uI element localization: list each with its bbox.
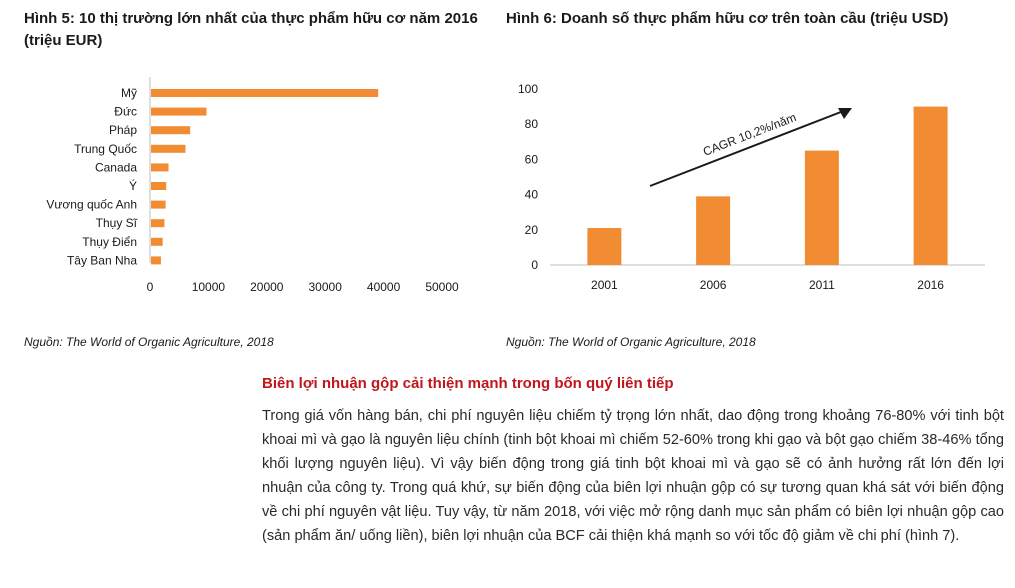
category-label: Thụy Sĩ — [95, 216, 137, 231]
category-label: Tây Ban Nha — [66, 253, 137, 268]
bar — [151, 108, 206, 116]
figure-5-bar-chart — [0, 70, 500, 300]
bar — [696, 196, 730, 265]
x-tick-label: 10000 — [191, 280, 226, 294]
x-tick-label: 2011 — [808, 278, 835, 292]
x-tick-label: 2016 — [917, 278, 944, 292]
x-tick-label: 50000 — [425, 280, 459, 294]
bar — [151, 126, 190, 134]
bar — [151, 89, 378, 97]
category-label: Vương quốc Anh — [46, 197, 137, 212]
x-tick-label: 2006 — [699, 278, 727, 292]
x-tick-label: 30000 — [308, 280, 342, 294]
figure-6-source: Nguồn: The World of Organic Agriculture, 2018 — [506, 335, 756, 349]
y-tick-label: 80 — [524, 117, 538, 132]
bar — [151, 182, 166, 190]
cagr-annotation: CAGR 10,2%/năm — [701, 110, 799, 159]
bar — [151, 163, 169, 171]
bar — [151, 145, 185, 153]
trend-arrow-head — [838, 108, 852, 119]
y-tick-label: 100 — [517, 82, 538, 96]
category-label: Đức — [114, 104, 137, 119]
body-paragraph: Trong giá vốn hàng bán, chi phí nguyên liệu chiếm tỷ trọng lớn nhất, dao động trong khoảng 76-80% với tinh bột khoai mì và gạo là nguyên liệu chính (tinh bột khoai mì chiếm 52-60% trong khi gạo và bột gạo chiếm 38-46% tổng khối lượng nguyên liệu). Vì vậy biến động trong giá tinh bột khoai mì và gạo sẽ có ảnh hưởng rất lớn đến lợi nhuận của công ty. Trong quá khứ, sự biến động của biên lợi nhuận gộp có sự tương quan khá sát với biến động về chi phí nguyên vật liệu. Tuy vậy, từ năm 2018, với việc mở rộng danh mục sản phẩm có biên lợi nhuận gộp cao (sản phẩm ăn/ uống liền), biên lợi nhuận của BCF cải thiện khá mạnh so với tốc độ giảm về chi phí (hình 7). — [262, 408, 1004, 544]
bar — [587, 228, 621, 265]
bar — [151, 201, 166, 209]
category-label: Mỹ — [121, 86, 137, 100]
bar — [151, 219, 164, 227]
category-label: Canada — [94, 160, 137, 175]
category-label: Trung Quốc — [74, 141, 137, 156]
bar — [151, 256, 161, 264]
figure-5-source: Nguồn: The World of Organic Agriculture, 2018 — [24, 335, 274, 349]
x-tick-label: 2001 — [591, 278, 618, 292]
bar — [914, 107, 948, 265]
x-tick-label: 0 — [146, 280, 154, 294]
x-tick-label: 40000 — [366, 280, 401, 294]
figure-5-title: Hình 5: 10 thị trường lớn nhất của thực phẩm hữu cơ năm 2016 (triệu EUR) — [24, 10, 478, 49]
section-heading: Biên lợi nhuận gộp cải thiện mạnh trong bốn quý liên tiếp — [262, 375, 674, 392]
y-tick-label: 20 — [524, 222, 538, 237]
category-label: Ý — [128, 179, 137, 193]
y-tick-label: 60 — [524, 152, 538, 167]
x-tick-label: 20000 — [250, 280, 284, 294]
y-tick-label: 0 — [531, 258, 538, 272]
figure-6-bar-chart — [500, 70, 1010, 300]
y-tick-label: 40 — [524, 187, 538, 202]
category-label: Thụy Điển — [82, 234, 137, 249]
bar — [151, 238, 163, 246]
figure-6-title: Hình 6: Doanh số thực phẩm hữu cơ trên toàn cầu (triệu USD) — [506, 10, 949, 27]
bar — [805, 151, 839, 265]
category-label: Pháp — [108, 123, 137, 138]
